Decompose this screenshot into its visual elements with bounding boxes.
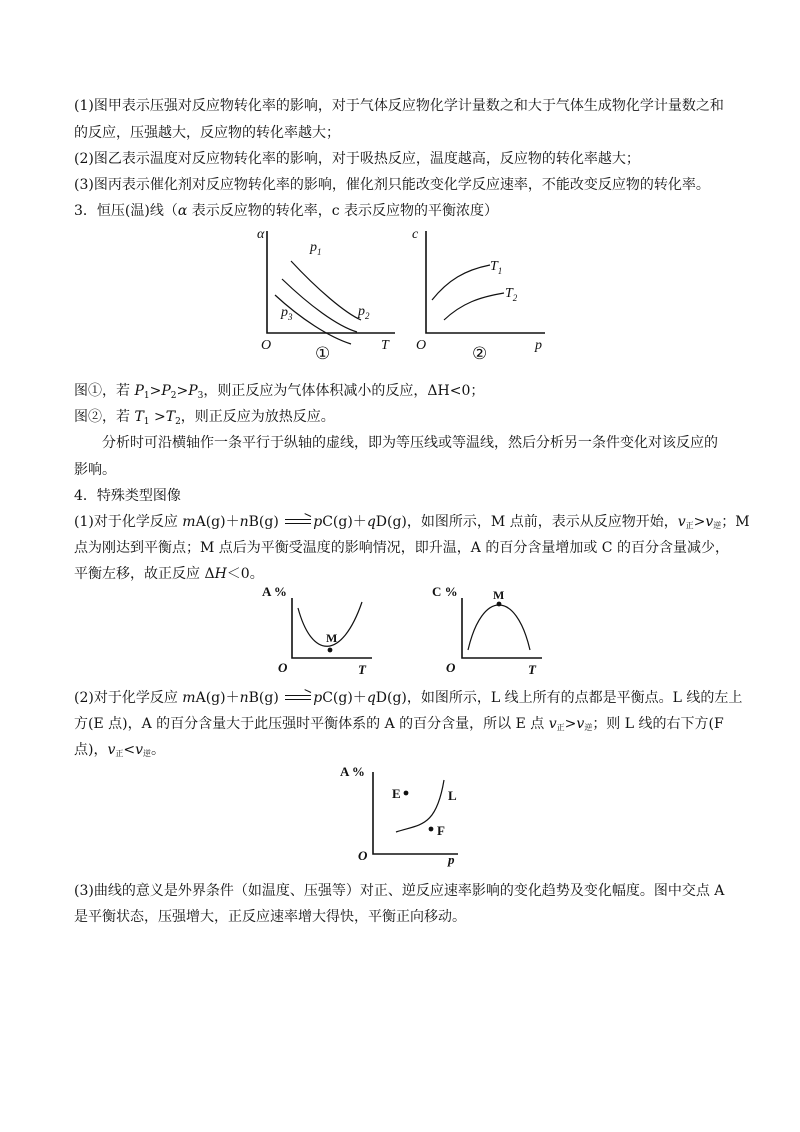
- fig5-label-F: F: [437, 823, 445, 838]
- figure-4-C-percent-vs-T: [430, 580, 550, 675]
- fig1-caption: ①: [315, 344, 331, 363]
- fig3-point-label: M: [326, 631, 338, 645]
- q1-line-3: 平衡左移，故正反应 ΔH＜0。: [74, 566, 264, 582]
- fig2-axes: [426, 231, 545, 333]
- fig3-x-label: T: [358, 662, 366, 677]
- q3-line-2: 是平衡状态，压强增大，正反应速率增大得快，平衡正向移动。: [74, 909, 466, 925]
- equilibrium-arrow: [283, 693, 313, 703]
- paragraph-1-line-2: 的反应，压强越大，反应物的转化率越大；: [74, 125, 340, 141]
- paragraph-1-line-1: (1)图甲表示压强对反应物转化率的影响，对于气体反应物化学计量数之和大于气体生成物化学计量数之和: [74, 98, 724, 114]
- fig5-origin: O: [358, 848, 368, 863]
- q3-line-1: (3)曲线的意义是外界条件（如温度、压强等）对正、逆反应速率影响的变化趋势及变化幅度。图中交点 A: [74, 883, 725, 899]
- fig5-point-F: [429, 827, 434, 832]
- fig2-label-T2: $T_2$: [505, 286, 518, 303]
- fig4-y-label: C %: [432, 584, 458, 599]
- figure-1-isobar: [255, 225, 405, 363]
- fig4-point-label: M: [493, 588, 505, 602]
- conclusion-figure-1: 图①，若 $P_1>P_2>P_3$，则正反应为气体体积减小的反应，ΔH<0；: [74, 383, 485, 401]
- fig3-y-label: A %: [262, 584, 287, 599]
- fig5-axes: [373, 772, 458, 854]
- fig5-label-L: L: [448, 788, 457, 803]
- fig1-x-label: T: [381, 338, 389, 353]
- figure-3-A-percent-vs-T: [262, 580, 382, 675]
- fig5-label-E: E: [392, 786, 401, 801]
- figure-5-A-percent-vs-p: [340, 762, 470, 872]
- fig1-curve-p1: [291, 261, 361, 320]
- q1-line-2: 点为刚达到平衡点；M 点后为平衡受温度的影响情况，即升温，A 的百分含量增加或 C 的百分含量减少，: [74, 540, 729, 556]
- fig1-label-p2: $p_2$: [358, 304, 370, 321]
- fig4-x-label: T: [528, 662, 536, 677]
- q2-line-1: (2)对于化学反应 mA(g)＋nB(g) pC(g)＋qD(g)，如图所示，L 线上所有的点都是平衡点。L 线的左上: [74, 690, 743, 706]
- analysis-line-1: 分析时可沿横轴作一条平行于纵轴的虚线，即为等压线或等温线，然后分析另一条件变化对该反应的: [102, 435, 718, 451]
- section-3-heading: 3．恒压(温)线（α 表示反应物的转化率，c 表示反应物的平衡浓度）: [74, 203, 499, 219]
- fig1-label-p3: $p_3$: [281, 305, 293, 322]
- equilibrium-arrow: [283, 517, 313, 527]
- paragraph-3: (3)图丙表示催化剂对反应物转化率的影响，催化剂只能改变化学反应速率，不能改变反应物的转化率。: [74, 177, 710, 193]
- fig5-x-label: p: [448, 852, 455, 867]
- analysis-line-2: 影响。: [74, 462, 116, 478]
- fig4-curve: [468, 605, 530, 650]
- fig2-y-label: c: [412, 227, 419, 242]
- fig2-caption: ②: [472, 344, 488, 363]
- fig3-point-M: [328, 648, 333, 653]
- fig2-curve-T2: [444, 293, 504, 320]
- q2-line-3: 点)，v正<v逆。: [74, 742, 166, 758]
- fig1-curve-p2: [282, 279, 357, 332]
- fig5-point-E: [404, 791, 409, 796]
- fig2-x-label: p: [535, 338, 542, 353]
- section-4-heading: 4．特殊类型图像: [74, 488, 181, 504]
- q1-line-1: (1)对于化学反应 mA(g)＋nB(g) pC(g)＋qD(g)，如图所示，M 点前，表示从反应物开始，v正>v逆；M: [74, 514, 750, 530]
- fig5-y-label: A %: [340, 764, 365, 779]
- fig2-curve-T1: [432, 265, 490, 300]
- fig4-origin: O: [446, 660, 456, 675]
- fig3-origin: O: [278, 660, 288, 675]
- conclusion-figure-2: 图②，若 $T_1 >T_2$，则正反应为放热反应。: [74, 409, 335, 427]
- fig1-y-label: α: [257, 227, 265, 242]
- q2-line-2: 方(E 点)，A 的百分含量大于此压强时平衡体系的 A 的百分含量，所以 E 点 v正>v逆；则 L 线的右下方(F: [74, 716, 724, 732]
- fig2-label-T1: $T_1$: [490, 259, 503, 276]
- fig1-origin: O: [261, 338, 272, 353]
- fig1-label-p1: $p_1$: [310, 240, 322, 257]
- figure-2-isotherm: [410, 225, 560, 363]
- paragraph-2: (2)图乙表示温度对反应物转化率的影响，对于吸热反应，温度越高，反应物的转化率越大；: [74, 151, 640, 167]
- fig4-point-M: [497, 602, 502, 607]
- fig2-origin: O: [416, 338, 427, 353]
